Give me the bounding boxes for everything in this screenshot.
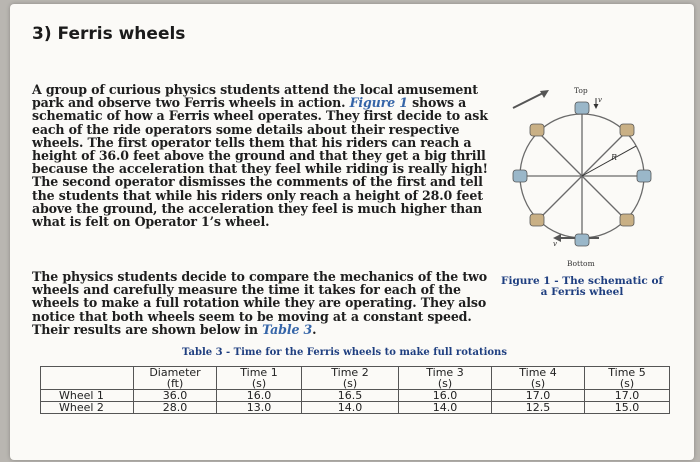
gondola bbox=[637, 170, 651, 182]
radius-line bbox=[582, 146, 636, 176]
row-label: Wheel 1 bbox=[41, 390, 134, 402]
header-label: Time 3 bbox=[426, 366, 464, 379]
header-unit: (s) bbox=[342, 377, 358, 390]
method-paragraph bbox=[32, 270, 498, 336]
arrow-head bbox=[594, 104, 599, 109]
table-cell: 16.0 bbox=[399, 390, 492, 402]
header-cell bbox=[217, 367, 302, 390]
table-cell: 12.5 bbox=[492, 402, 585, 414]
header-label: Diameter bbox=[149, 366, 201, 379]
bottom-label: Bottom bbox=[567, 259, 595, 268]
table-cell: 14.0 bbox=[302, 402, 399, 414]
table-row bbox=[41, 402, 670, 414]
method-text: The physics students decide to compare the mechanics of the two wheels and carefully measure the time it takes for each of the wheels to make a full rotation while they are operating. They also notice that both wheels seem to be moving at a constant speed. Their results are shown below in bbox=[32, 269, 487, 337]
header-unit: (s) bbox=[251, 377, 267, 390]
table-reference: Table 3 bbox=[262, 321, 313, 337]
table-cell: 16.5 bbox=[302, 390, 399, 402]
table-cell: 28.0 bbox=[134, 402, 217, 414]
header-unit: (s) bbox=[619, 377, 635, 390]
header-cell bbox=[41, 367, 134, 390]
header-label: Time 1 bbox=[240, 366, 278, 379]
table-header-row bbox=[41, 367, 670, 390]
ferris-wheel-schematic bbox=[507, 66, 657, 276]
intro-text-continued: shows a schematic of how a Ferris wheel operates. They first decide to ask each of the ride operators some details about their respective wheels. The first operator tells them that his riders can reach a height of 36.0 feet above the ground and that they get a big thrill because the acceleration that they feel while riding is really high! The second operator dismisses the comments of the first and tell the students that while his riders only reach a height of 28.0 feet above the ground, the acceleration they feel is much higher than what is felt on Operator 1’s wheel. bbox=[32, 95, 488, 230]
row-label: Wheel 2 bbox=[41, 402, 134, 414]
figure-reference: Figure 1 bbox=[349, 95, 408, 111]
header-label: Time 2 bbox=[331, 366, 369, 379]
header-label: Time 4 bbox=[519, 366, 557, 379]
figure-caption: Figure 1 - The schematic of a Ferris wheel bbox=[501, 275, 663, 298]
header-cell bbox=[399, 367, 492, 390]
header-unit: (ft) bbox=[166, 377, 184, 390]
header-unit: (s) bbox=[530, 377, 546, 390]
table-cell: 17.0 bbox=[492, 390, 585, 402]
header-cell bbox=[492, 367, 585, 390]
gondola bbox=[530, 214, 544, 226]
bottom-velocity-label: v bbox=[553, 240, 557, 248]
intro-text: A group of curious physics students attend the local amusement park and observe two Ferris wheels in action. bbox=[32, 82, 478, 111]
table-caption: Table 3 - Time for the Ferris wheels to make full rotations bbox=[182, 347, 507, 358]
table-cell: 36.0 bbox=[134, 390, 217, 402]
worksheet-page bbox=[10, 4, 694, 460]
section-title: 3) Ferris wheels bbox=[32, 24, 186, 44]
gondola bbox=[575, 234, 589, 246]
gondola bbox=[620, 124, 634, 136]
rotation-times-table bbox=[40, 366, 670, 414]
gondola bbox=[620, 214, 634, 226]
header-cell bbox=[302, 367, 399, 390]
header-unit: (s) bbox=[437, 377, 453, 390]
table-row bbox=[41, 390, 670, 402]
table-cell: 17.0 bbox=[585, 390, 670, 402]
header-cell bbox=[134, 367, 217, 390]
gondola bbox=[575, 102, 589, 114]
table-cell: 16.0 bbox=[217, 390, 302, 402]
intro-paragraph bbox=[32, 83, 502, 228]
top-velocity-label: v bbox=[598, 96, 602, 104]
table-cell: 14.0 bbox=[399, 402, 492, 414]
top-label: Top bbox=[574, 86, 588, 95]
method-text-end: . bbox=[312, 321, 317, 337]
header-label: Time 5 bbox=[608, 366, 646, 379]
table-cell: 13.0 bbox=[217, 402, 302, 414]
header-cell bbox=[585, 367, 670, 390]
radius-label: R bbox=[611, 153, 618, 162]
table-cell: 15.0 bbox=[585, 402, 670, 414]
gondola bbox=[530, 124, 544, 136]
gondola bbox=[513, 170, 527, 182]
top-velocity-arrow bbox=[513, 92, 545, 108]
